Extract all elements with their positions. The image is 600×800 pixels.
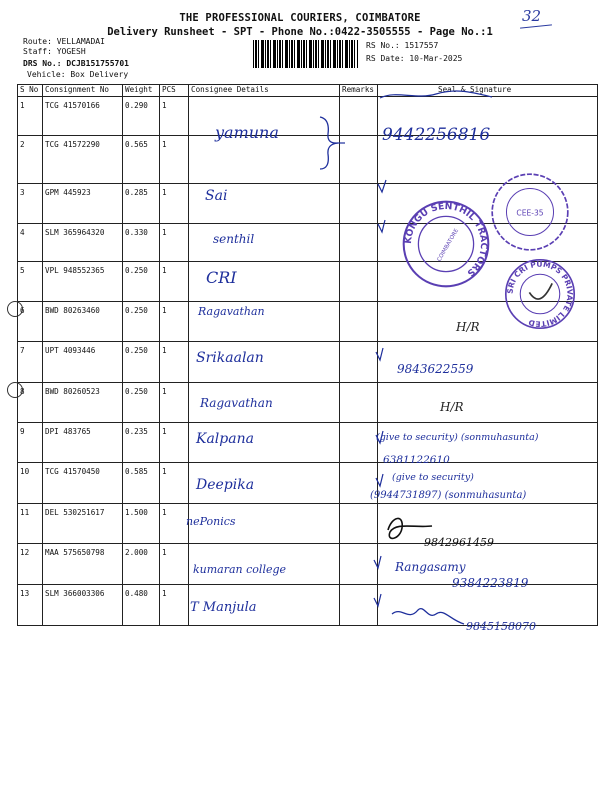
pieces-count: 1: [160, 383, 189, 423]
consignment-number: BWD 80260523: [43, 383, 123, 423]
rs-date-value: 10-Mar-2025: [409, 54, 463, 63]
rs-no-value: 1517557: [404, 41, 439, 50]
vehicle-value: Box Delivery: [70, 70, 129, 79]
bracket-mark: [316, 114, 346, 172]
handwritten-consignee: yamuna: [215, 123, 279, 142]
pieces-count: 1: [160, 262, 189, 302]
handwritten-page-number: 32: [522, 7, 542, 25]
handwritten-phone: 9442256816: [382, 125, 491, 145]
row-number: 1: [18, 97, 43, 136]
pieces-count: 1: [160, 463, 189, 504]
column-header: PCS: [160, 85, 189, 97]
company-stamp: [400, 198, 492, 290]
handwritten-consignee: T Manjula: [190, 600, 257, 615]
column-header: Seal & Signature: [378, 85, 598, 97]
weight-value: 0.585: [123, 463, 160, 504]
consignment-number: DEL 530251617: [43, 504, 123, 544]
pumps-stamp: [502, 256, 578, 332]
row-number: 7: [18, 342, 43, 383]
row-number: 12: [18, 544, 43, 585]
pieces-count: 1: [160, 224, 189, 262]
rs-date-label: RS Date:: [366, 54, 405, 63]
handwritten-consignee: kumaran college: [193, 563, 287, 576]
consignment-number: SLM 366003306: [43, 585, 123, 626]
stamp-text: CEE-35: [516, 208, 544, 218]
row-number: 8: [18, 383, 43, 423]
pieces-count: 1: [160, 544, 189, 585]
handwritten-hr: H/R: [456, 320, 480, 334]
pieces-count: 1: [160, 423, 189, 463]
handwritten-consignee: nePonics: [186, 515, 236, 528]
handwritten-phone: 9845158070: [466, 620, 536, 633]
drs-label: DRS No.:: [23, 59, 62, 68]
rs-date-line: [366, 54, 462, 63]
vehicle-label: Vehicle:: [27, 70, 66, 79]
handwritten-phone: 9384223819: [452, 576, 529, 590]
signature-scribble: [376, 88, 496, 102]
runsheet-title: Delivery Runsheet - SPT - Phone No.:0422-3505555 - Page No.:1: [107, 26, 493, 38]
weight-value: 0.250: [123, 302, 160, 342]
handwritten-phone: 9842961459: [424, 536, 494, 549]
handwritten-phone: 6381122610: [383, 454, 450, 466]
row-circle-mark: [7, 382, 23, 398]
route-line: [23, 37, 105, 46]
stamp-center-text: COIMBATORE: [436, 227, 461, 263]
weight-value: 0.250: [123, 383, 160, 423]
drs-value: DCJB151755701: [66, 59, 129, 68]
row-number: 3: [18, 184, 43, 224]
row-number: 2: [18, 136, 43, 184]
column-header: S No: [18, 85, 43, 97]
consignment-number: BWD 80263460: [43, 302, 123, 342]
pieces-count: 1: [160, 136, 189, 184]
consignment-number: VPL 948552365: [43, 262, 123, 302]
staff-value: YOGESH: [56, 47, 86, 56]
row-number: 13: [18, 585, 43, 626]
pieces-count: 1: [160, 184, 189, 224]
pieces-count: 1: [160, 585, 189, 626]
handwritten-consignee: Ragavathan: [200, 396, 273, 410]
consignment-number: SLM 365964320: [43, 224, 123, 262]
weight-value: 0.290: [123, 97, 160, 136]
consignment-number: DPI 483765: [43, 423, 123, 463]
handwritten-consignee: CRI: [206, 268, 237, 287]
table-header-row: [18, 85, 598, 97]
consignment-number: TCG 41570450: [43, 463, 123, 504]
handwritten-consignee: Ragavathan: [198, 305, 265, 318]
weight-value: 1.500: [123, 504, 160, 544]
company-title: THE PROFESSIONAL COURIERS, COIMBATORE: [179, 12, 421, 24]
rs-no-line: [366, 41, 438, 50]
weight-value: 0.480: [123, 585, 160, 626]
handwritten-phone: 9843622559: [397, 362, 474, 376]
column-header: Consignee Details: [189, 85, 340, 97]
pieces-count: 1: [160, 302, 189, 342]
consignment-number: GPM 445923: [43, 184, 123, 224]
drs-line: [23, 59, 129, 68]
pieces-count: 1: [160, 504, 189, 544]
weight-value: 0.565: [123, 136, 160, 184]
weight-value: 0.330: [123, 224, 160, 262]
column-header: Weight: [123, 85, 160, 97]
column-header: Remarks: [340, 85, 378, 97]
pieces-count: 1: [160, 97, 189, 136]
pieces-count: 1: [160, 342, 189, 383]
row-number: 4: [18, 224, 43, 262]
row-number: 10: [18, 463, 43, 504]
handwritten-consignee: Kalpana: [196, 431, 254, 447]
consignment-number: TCG 41572290: [43, 136, 123, 184]
handwritten-consignee: Sai: [205, 188, 228, 204]
rs-no-label: RS No.:: [366, 41, 400, 50]
route-label: Route:: [23, 37, 52, 46]
handwritten-hr: H/R: [440, 400, 464, 414]
weight-value: 0.250: [123, 262, 160, 302]
consignment-number: TCG 41570166: [43, 97, 123, 136]
barcode: [253, 40, 358, 68]
consignment-number: UPT 4093446: [43, 342, 123, 383]
staff-line: [23, 47, 86, 56]
weight-value: 0.285: [123, 184, 160, 224]
column-header: Consignment No: [43, 85, 123, 97]
handwritten-consignee: senthil: [213, 232, 255, 246]
consignment-number: MAA 575650798: [43, 544, 123, 585]
handwritten-note: (give to security) (sonmuhasunta): [376, 432, 539, 443]
staff-label: Staff:: [23, 47, 52, 56]
table-row: [18, 97, 598, 136]
row-number: 5: [18, 262, 43, 302]
consignee-details-cell: [189, 224, 340, 262]
route-value: VELLAMADAI: [56, 37, 105, 46]
svg-text:KONGU SENTHIL TRACTORS: [403, 201, 489, 279]
round-seal: [488, 170, 572, 254]
handwritten-consignee: Deepika: [196, 477, 255, 493]
weight-value: 2.000: [123, 544, 160, 585]
row-number: 9: [18, 423, 43, 463]
handwritten-phone: (9944731897) (sonmuhasunta): [370, 490, 527, 501]
stamp-text: SRI CRI PUMPS PRIVATE LIMITED: [505, 259, 575, 329]
row-circle-mark: [7, 301, 23, 317]
vehicle-line: [27, 70, 128, 79]
stamp-text: KONGU SENTHIL TRACTORS: [402, 200, 490, 279]
handwritten-consignee: Rangasamy: [395, 560, 466, 574]
handwritten-note: (give to security): [392, 472, 474, 483]
weight-value: 0.250: [123, 342, 160, 383]
row-number: 6: [18, 302, 43, 342]
row-number: 11: [18, 504, 43, 544]
handwritten-consignee: Srikaalan: [196, 350, 264, 366]
weight-value: 0.235: [123, 423, 160, 463]
